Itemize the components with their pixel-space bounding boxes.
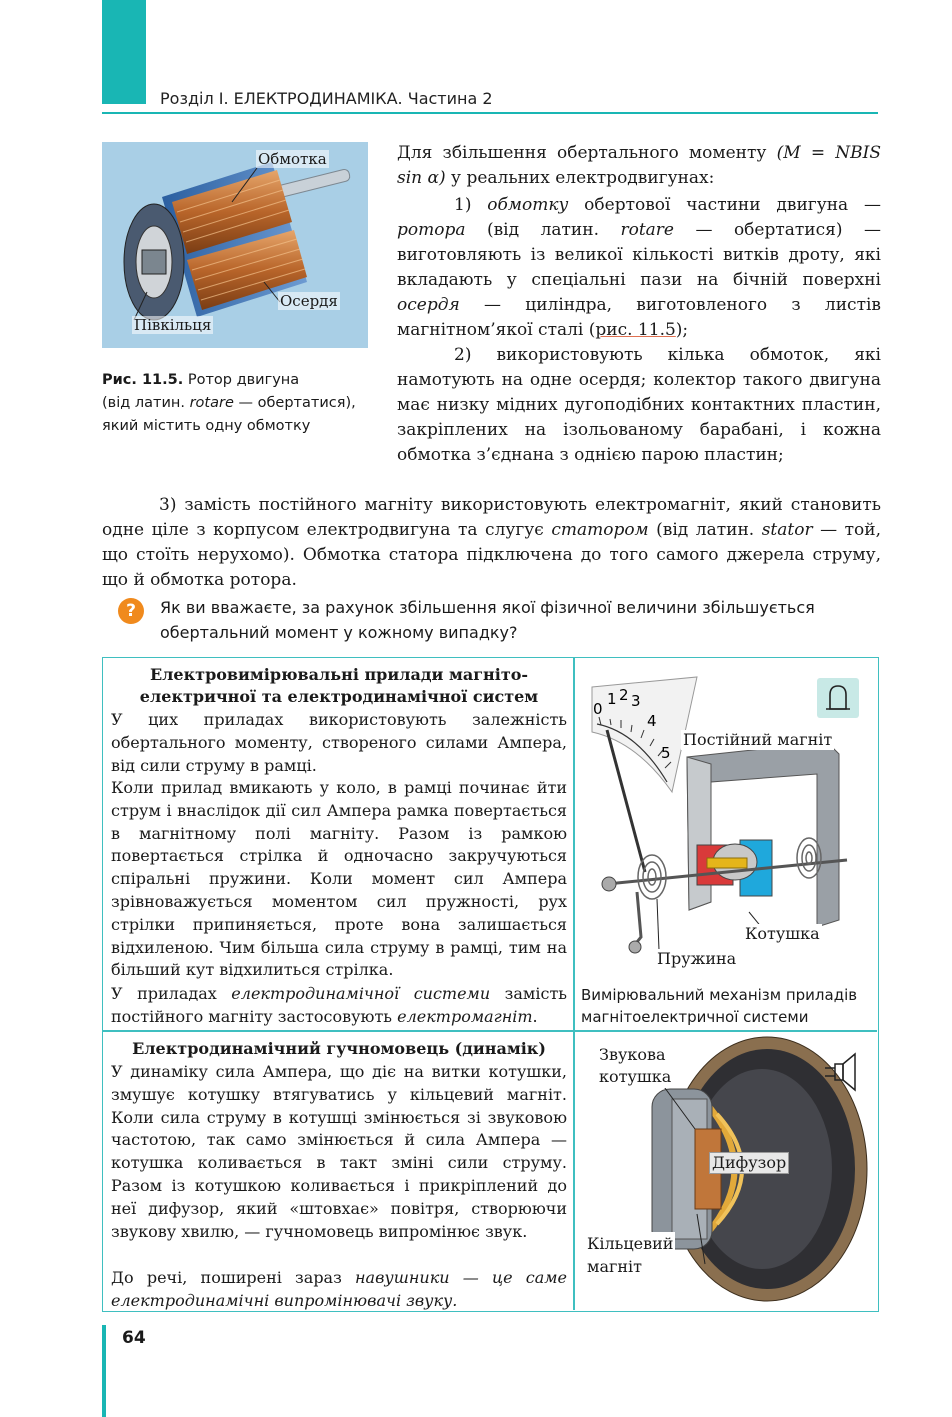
p1-text: обертової частини двигуна — — [568, 195, 881, 215]
paragraph-3 — [102, 493, 881, 593]
speaker-icon — [823, 1052, 865, 1092]
scale-mark: 3 — [631, 692, 641, 710]
scale-mark: 1 — [607, 690, 617, 708]
rotor-figure — [102, 142, 368, 348]
caption-text: (від латин. — [102, 395, 190, 411]
scale-mark: 5 — [661, 744, 671, 762]
p3-text: 3) замість постійного магніту використовують електромагніт, який становить одне ціле з корпусом електродвигуна та слугує — [102, 495, 881, 540]
p1-term: rotare — [620, 220, 674, 240]
meter-symbol-box — [817, 678, 859, 718]
label-halfrings: Півкільця — [134, 316, 212, 334]
row2-text-2 — [111, 1267, 567, 1313]
scale-mark: 0 — [593, 700, 603, 718]
row1-term: електродинамічної системи — [231, 984, 491, 1003]
row1-text: У приладах — [111, 984, 232, 1003]
paragraph-1 — [397, 193, 881, 343]
label-voice-coil — [597, 1044, 673, 1088]
p1-text: 1) — [454, 195, 488, 215]
p1-text: — обертатися) — виготовляють із великої кількості витків дроту, які вкладають у спеціальні пази на бічній поверхні — [397, 220, 881, 290]
header-accent-bar — [102, 0, 146, 104]
row2-term: навушники — це саме електродинамічні випромінювачі звуку — [111, 1268, 567, 1310]
row1-text-2: Коли прилад вмикають у коло, в рамці починає йти струм і внаслідок дії сил Ампера рамка повертається в магнітному полі магніту. Разом із рамкою повертається стрілка й одночасно закручуються спіральні пружини. Коли момент сил Ампера зрівноважується моментом сил пружності, рух стрілки припиняється, проте вона залишається відхиленою. Чим більша сила струму в рамці, тим на більший кут відхилиться стрілка. — [111, 778, 567, 980]
row1-text-1: У цих приладах використовують залежність обертального моменту, створеного силами Ампера, від сили струму в рамці. — [111, 710, 567, 775]
page-number: 64 — [122, 1328, 146, 1348]
label-permanent-magnet: Постійний магніт — [683, 730, 833, 749]
table-divider-horizontal — [103, 1030, 877, 1032]
label-ring-magnet-line: магніт — [587, 1257, 642, 1276]
caption-text: який містить одну обмотку — [102, 418, 311, 434]
measuring-instrument-icon — [817, 678, 859, 718]
row2-text: До речі, поширені зараз — [111, 1268, 356, 1287]
info-table — [102, 657, 879, 1312]
label-ring-magnet-line: Кільцевий — [587, 1234, 674, 1253]
figure-reference-link[interactable]: рис. 11.5 — [595, 320, 676, 340]
p3-term: stator — [761, 520, 813, 540]
row2-text: . — [452, 1290, 458, 1310]
label-voice-coil-line: котушка — [599, 1067, 672, 1086]
scale-mark: 2 — [619, 686, 629, 704]
torque-formula: (M = NBIS sin α) — [397, 143, 882, 188]
label-winding: Обмотка — [258, 150, 327, 168]
p3-text: (від латин. — [648, 520, 762, 540]
row1-title — [109, 664, 569, 708]
row1-title-line: Електровимірювальні прилади магніто- — [149, 665, 529, 684]
row1-text-3 — [111, 983, 567, 1029]
p1-text: ); — [675, 320, 689, 340]
caption-term: rotare — [189, 395, 234, 411]
caption-number: Рис. 11.5. — [102, 372, 184, 388]
p3-text: — той, що стоїть нерухомо). Обмотка статора підключена до того самого джерела струму, що й обмотка ротора. — [102, 520, 881, 590]
question-icon: ? — [118, 598, 144, 624]
figure-caption — [102, 369, 372, 438]
paragraph-2: 2) використовують кілька обмоток, які намотують на одне осердя; колектор такого двигуна має низку мідних дугоподібних контактних пластин, закріплених на ізольованому барабані, і кожна обмотка з’єднана з однією парою пластин; — [397, 345, 881, 465]
caption-text: Ротор двигуна — [183, 372, 300, 388]
label-ring-magnet — [585, 1232, 675, 1278]
label-coil: Котушка — [745, 924, 820, 943]
label-voice-coil-line: Звукова — [599, 1045, 666, 1064]
chapter-title: Розділ I. ЕЛЕКТРОДИНАМІКА. Частина 2 — [160, 89, 493, 108]
row1-text: замість постійного магніту застосовують — [111, 984, 568, 1026]
row1-title-line: електричної та електродинамічної систем — [139, 687, 539, 706]
caption-text: — обертатися), — [233, 395, 356, 411]
label-core: Осердя — [280, 292, 338, 310]
p1-term: осердя — [397, 295, 460, 315]
row1-term: електромагніт — [397, 1006, 533, 1026]
row1-text: . — [532, 1006, 538, 1026]
row2-title: Електродинамічний гучномовець (динамік) — [132, 1039, 546, 1058]
intro-text: у реальних електродвигунах: — [445, 168, 715, 188]
question-text: Як ви вважаєте, за рахунок збільшення якої фізичної величини збільшується обертальний момент у кожному випадку? — [160, 598, 815, 642]
intro-text: Для збільшення обертального моменту — [397, 143, 767, 163]
intro-paragraph — [397, 141, 881, 191]
label-spring: Пружина — [657, 949, 737, 968]
meter-caption: Вимірювальний механізм приладів магнітоелектричної системи — [581, 986, 858, 1026]
label-diffuser: Дифузор — [709, 1152, 789, 1174]
footer-accent-rule — [102, 1325, 106, 1417]
header-rule — [102, 112, 878, 114]
scale-mark: 4 — [647, 712, 657, 730]
row2-text-1: У динаміку сила Ампера, що діє на витки котушки, змушує котушку втягуватись у кільцевий магніт. Коли сила струму в котушці змінюється зі звуковою частотою, так само змінюється й сила Ампера — котушка коливається в такт зміні сили струму. Разом із котушкою коливається і прикріплений до неї дифузор, який «штовхає» повітря, створюючи звукову хвилю, — гучномовець випромінює звук. — [111, 1062, 567, 1241]
p1-term: ротора — [397, 220, 466, 240]
p1-text: — циліндра, виготовленого з листів магнітном’якої сталі ( — [397, 295, 881, 340]
p1-term: обмотку — [487, 195, 569, 215]
p3-term: статором — [551, 520, 649, 540]
speaker-symbol-box — [823, 1052, 865, 1092]
p1-text: (від латин. — [465, 220, 621, 240]
table-divider-vertical — [573, 658, 575, 1310]
